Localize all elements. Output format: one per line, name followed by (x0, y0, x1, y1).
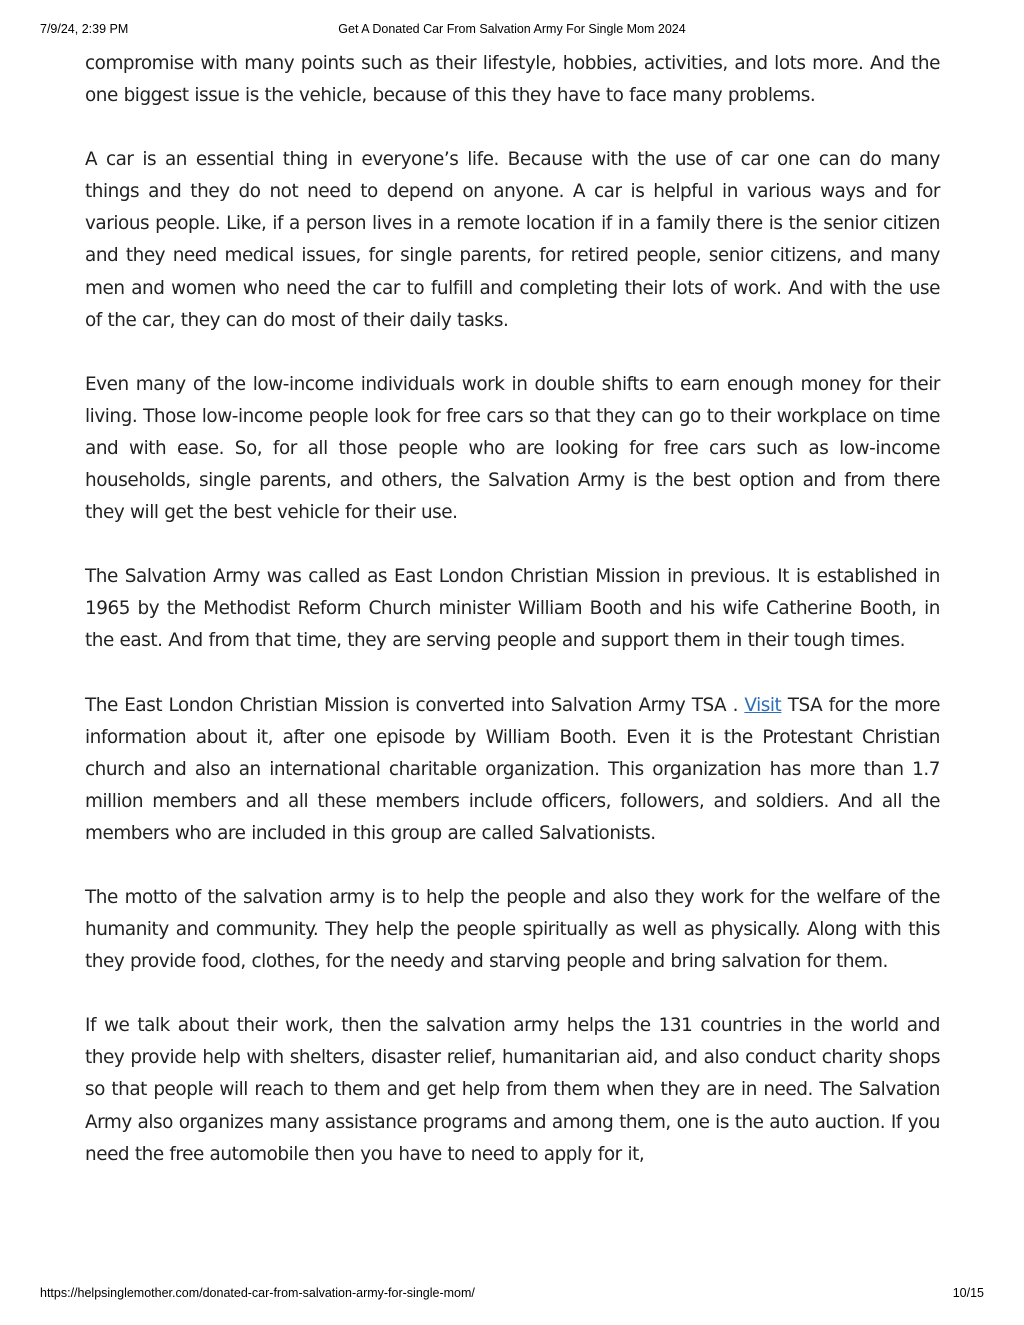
paragraph-motto: The motto of the salvation army is to help the people and also they work for the welfare of the humanity and community. They help the people spiritually as well as physically. Along with this they provide food, clothes, for the needy and starving people and bring salvation for them. (85, 886, 940, 973)
paragraph-history: The Salvation Army was called as East London Christian Mission in previous. It is established in 1965 by the Methodist Reform Church minister William Booth and his wife Catherine Booth, in the east. And from that time, they are serving people and support them in their tough times. (85, 566, 940, 652)
print-page-title: Get A Donated Car From Salvation Army For Single Mom 2024 (338, 22, 686, 36)
paragraph-tsa (85, 690, 940, 850)
page-number: 10/15 (952, 1286, 984, 1300)
paragraph-work: If we talk about their work, then the salvation army helps the 131 countries in the world and they provide help with shelters, disaster relief, humanitarian aid, and also conduct charity shops so that people will reach to them and get help from them when they are in need. The Salvation Army also organizes many assistance programs and among them, one is the auto auction. If you need the free automobile then you have to need to apply for it, (85, 1015, 940, 1165)
paragraph-compromise: compromise with many points such as their lifestyle, hobbies, activities, and lots more. And the one biggest issue is the vehicle, because of this they have to face many problems. (85, 53, 940, 107)
paragraph-low-income: Even many of the low-income individuals work in double shifts to earn enough money for their living. Those low-income people look for free cars so that they can go to their workplace on time and with ease. So, for all those people who are looking for free cars such as low-income households, single parents, and others, the Salvation Army is the best option and from there they will get the best vehicle for their use. (85, 373, 940, 524)
print-footer (40, 1286, 984, 1302)
print-datetime: 7/9/24, 2:39 PM (40, 22, 129, 36)
article-body (85, 48, 940, 1203)
paragraph-car-essential: A car is an essential thing in everyone’s life. Because with the use of car one can do many things and they do not need to depend on anyone. A car is helpful in various ways and for various people. Like, if a person lives in a remote location if in a family there is the senior citizen and they need medical issues, for single parents, for retired people, senior citizens, and many men and women who need the car to fulfill and completing their lots of work. And with the use of the car, they can do most of their daily tasks. (85, 149, 940, 331)
visit-link[interactable]: Visit (744, 694, 782, 716)
paragraph-tsa-text-start: The East London Christian Mission is converted into Salvation Army TSA . (85, 694, 745, 716)
print-url: https://helpsinglemother.com/donated-car-from-salvation-army-for-single-mom/ (40, 1286, 475, 1300)
print-header (40, 22, 984, 38)
paragraph-tsa-text-end: TSA for the more information about it, after one episode by William Booth. Even it is the Protestant Christian church and also an international charitable organization. This organization has more than 1.7 million members and all these members include officers, followers, and soldiers. And all the members who are included in this group are called Salvationists. (85, 694, 940, 844)
